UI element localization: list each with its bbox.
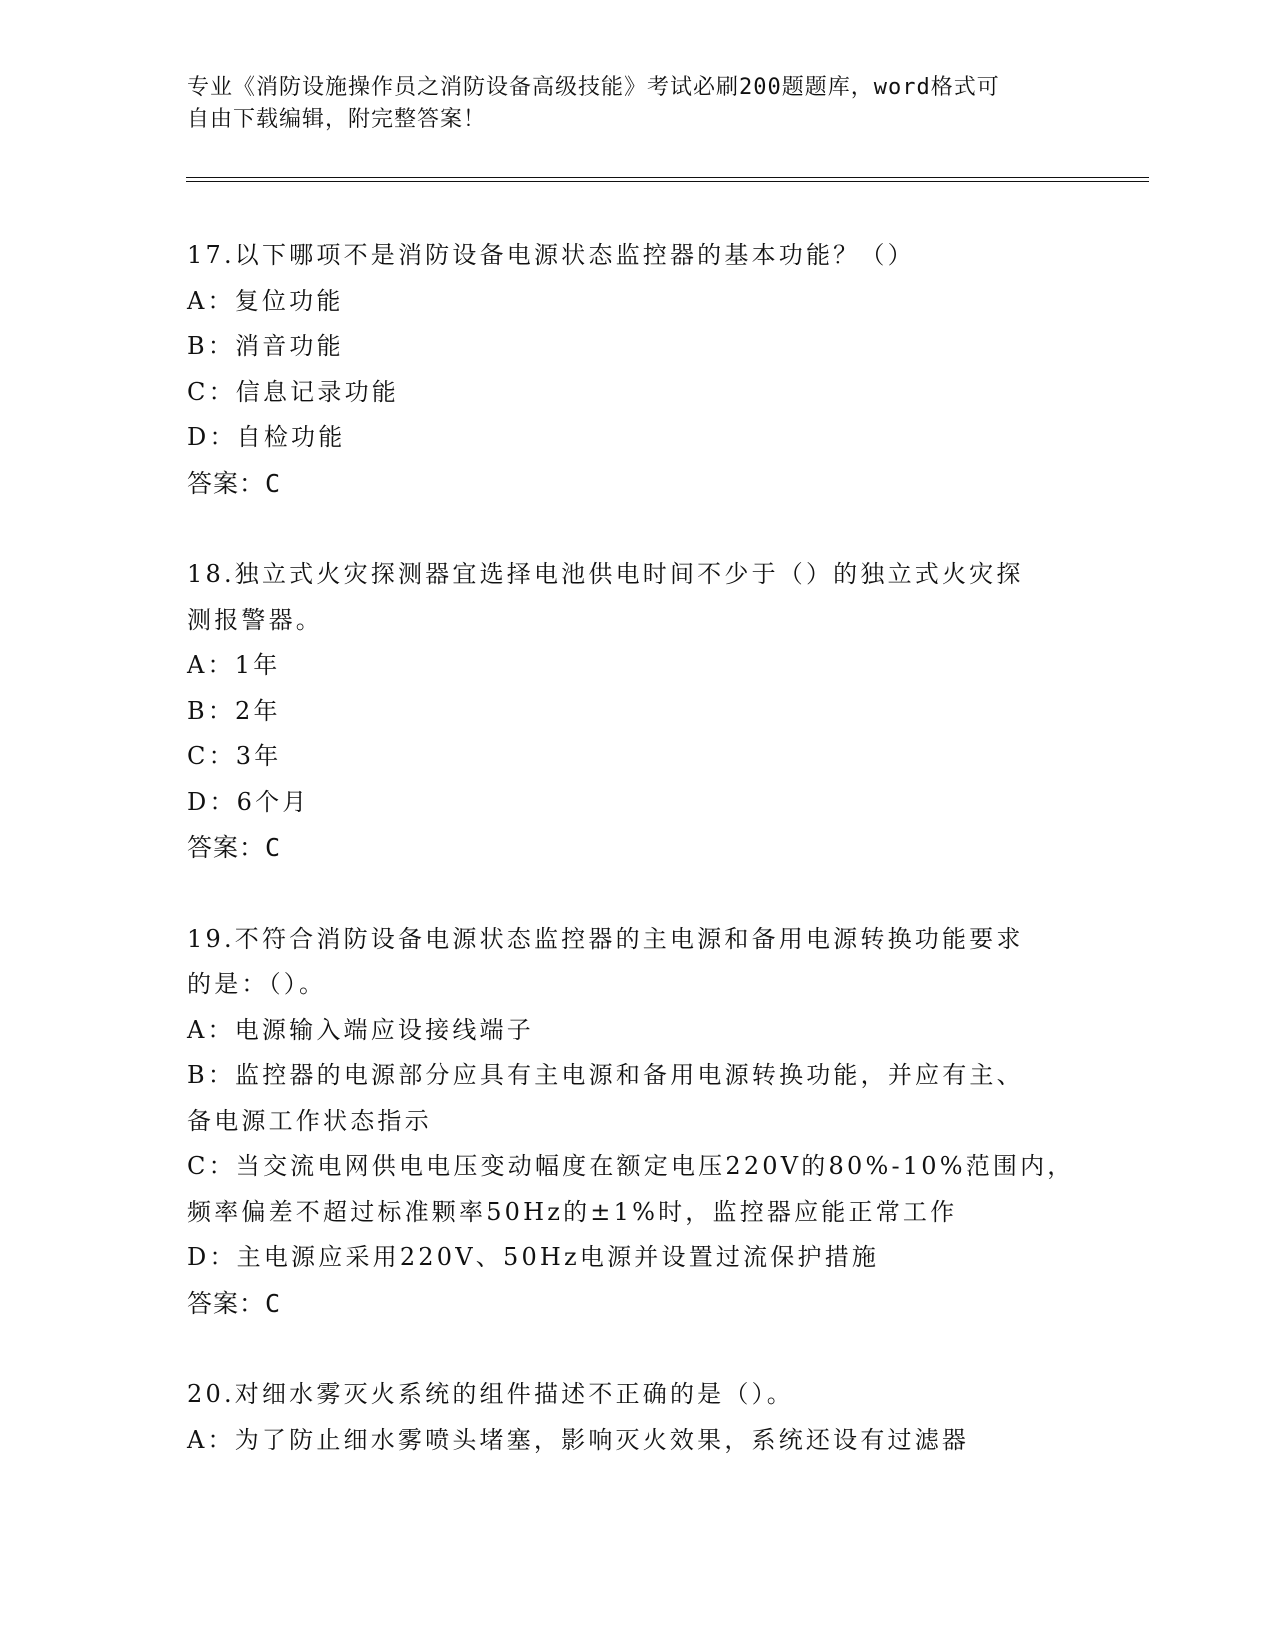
question-20 [187,1372,1087,1463]
option-d: D：6个月 [187,787,310,816]
option-d: D：自检功能 [187,423,346,451]
option-c: C：3年 [187,742,282,770]
option-a: A：电源输入端应设接线端子 [187,1015,534,1044]
option-c: C：当交流电网供电电压变动幅度在额定电压220V的80%-10%范围内， [187,1152,1075,1180]
question-stem-continued: 测报警器。 [187,605,323,634]
option-a: A：1年 [187,651,281,679]
option-a: A：复位功能 [187,286,344,315]
answer-text: 答案：C [187,1288,282,1318]
question-stem: 20.对细水雾灭火系统的组件描述不正确的是（）。 [187,1380,794,1408]
question-stem: 17.以下哪项不是消防设备电源状态监控器的基本功能？（） [187,241,915,269]
question-17 [187,233,1087,506]
question-stem-continued: 的是：（）。 [187,970,327,998]
question-19 [187,917,1087,1327]
answer-text: 答案：C [187,833,282,862]
question-list [187,233,1087,1509]
header-rule-bottom [186,181,1149,182]
option-b-continued: 备电源工作状态指示 [187,1106,432,1135]
question-stem: 19.不符合消防设备电源状态监控器的主电源和备用电源转换功能要求 [187,924,1024,953]
question-18 [187,552,1087,871]
document-header [187,72,1087,136]
header-line-2: 自由下载编辑，附完整答案！ [187,107,487,132]
option-d: D：主电源应采用220V、50Hz电源并设置过流保护措施 [187,1243,880,1271]
option-b: B：监控器的电源部分应具有主电源和备用电源转换功能，并应有主、 [187,1061,1024,1089]
header-rule-top [186,177,1149,178]
option-a: A：为了防止细水雾喷头堵塞，影响灭火效果，系统还设有过滤器 [187,1425,970,1454]
question-stem: 18.独立式火灾探测器宜选择电池供电时间不少于（）的独立式火灾探 [187,560,1024,588]
option-b: B：2年 [187,696,281,725]
option-b: B：消音功能 [187,332,344,360]
header-line-1: 专业《消防设施操作员之消防设备高级技能》考试必刷200题题库，word格式可 [187,75,1000,100]
answer-text: 答案：C [187,468,282,498]
option-c-continued: 频率偏差不超过标准颗率50Hz的±1%时，监控器应能正常工作 [187,1197,958,1226]
option-c: C：信息记录功能 [187,377,399,406]
